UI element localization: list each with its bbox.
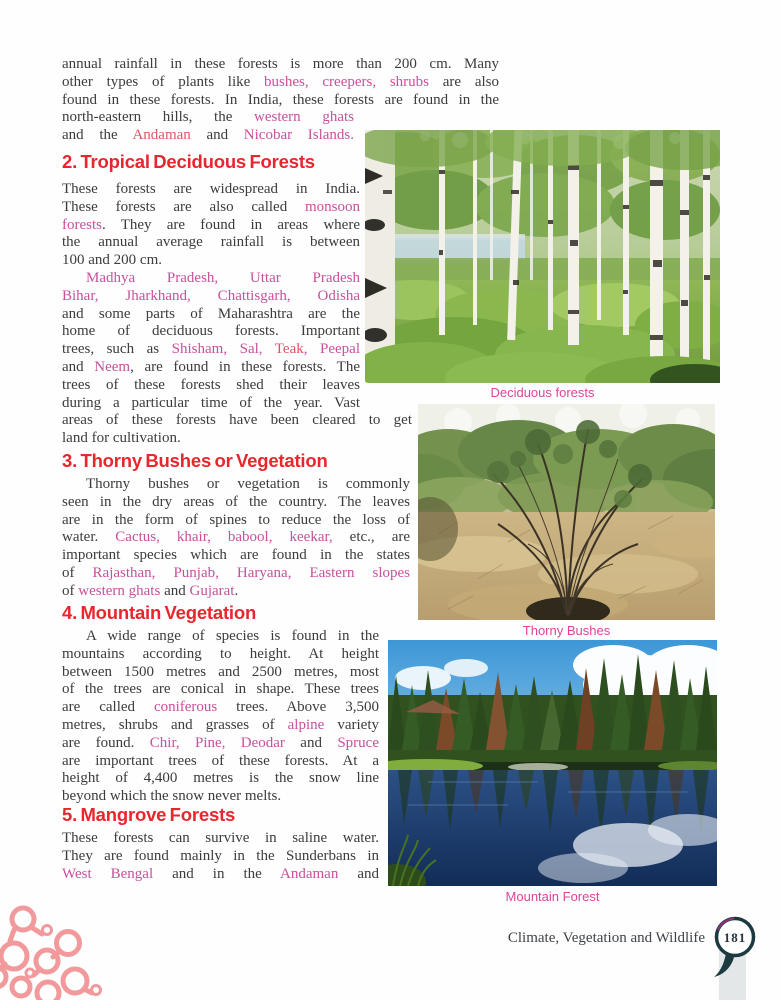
text-line — [62, 628, 379, 646]
mountain-forest-lake-photo — [388, 640, 717, 886]
body-text: are found. — [62, 734, 150, 751]
keyword-highlight: Nicobar Islands. — [243, 127, 354, 144]
body-text: These forests can survive in saline water. — [62, 830, 379, 846]
keyword-highlight: alpine — [287, 716, 325, 733]
body-text: annual rainfall in these forests is more than 200 cm. Many — [62, 56, 499, 72]
keyword-highlight: western ghats — [254, 109, 355, 126]
text-line — [62, 753, 379, 771]
body-text: , are found in these forests. The — [130, 358, 360, 375]
paragraph-thorny — [62, 476, 410, 601]
text-line — [62, 395, 360, 413]
text-line — [62, 430, 360, 448]
body-text: of — [62, 564, 93, 581]
keyword-highlight: Chir, Pine, Deodar — [149, 734, 285, 751]
body-text: seen in the dry areas of the country. The leaves — [62, 493, 410, 510]
text-line — [62, 199, 360, 217]
text-line — [62, 529, 410, 547]
text-line — [62, 56, 499, 74]
text-line — [62, 646, 379, 664]
text-line — [62, 770, 379, 788]
keyword-highlight: Andaman — [280, 865, 339, 882]
text-line — [62, 717, 379, 735]
body-text: and the — [62, 127, 133, 144]
body-text: between 1500 metres and 2500 metres, most — [62, 663, 379, 680]
text-line — [62, 341, 360, 359]
body-text: A wide range of species is found in the — [86, 628, 379, 644]
text-line — [62, 92, 499, 110]
text-line — [62, 512, 410, 530]
body-text: These forests are widespread in India. — [62, 181, 360, 197]
body-text: . — [234, 582, 239, 599]
keyword-highlight: Gujarat — [189, 582, 235, 599]
body-text: important species which are found in the states — [62, 547, 410, 564]
section-heading-mountain-vegetation: 4. Mountain Vegetation — [62, 602, 257, 623]
body-text: other types of plants like — [62, 73, 265, 90]
body-text: . They are found in areas where — [102, 216, 360, 233]
caption-mountain-forest: Mountain Forest — [505, 889, 600, 904]
body-text: are in the form of spines to reduce the loss of — [62, 511, 410, 528]
text-line — [62, 323, 360, 341]
keyword-highlight: forests — [62, 216, 102, 233]
keyword-highlight: West Bengal — [62, 865, 154, 882]
paragraph-deciduous — [62, 181, 412, 448]
body-text: These forests are also called — [62, 198, 305, 215]
body-text: trees, such as — [62, 341, 172, 358]
body-text: home of deciduous forests. Important — [62, 323, 360, 340]
text-line — [62, 109, 354, 127]
body-text: trees of these forests shed their leaves — [62, 376, 360, 393]
body-text: the annual average rainfall is between — [62, 234, 360, 251]
text-line — [62, 848, 379, 866]
text-line — [62, 866, 379, 884]
text-line — [62, 181, 360, 199]
text-line — [62, 735, 379, 753]
keyword-highlight: bushes, creepers, shrubs — [264, 73, 430, 90]
keyword-highlight: Peepal — [320, 341, 360, 358]
section-heading-thorny-bushes: 3. Thorny Bushes or Vegetation — [62, 450, 328, 471]
body-text: and — [160, 582, 190, 599]
body-text: of — [62, 582, 79, 599]
keyword-highlight: Cactus, khair, babool, keekar, — [115, 529, 333, 546]
decorative-circles — [0, 898, 185, 1000]
body-text: etc., are — [332, 529, 411, 546]
body-text: and in the — [153, 865, 280, 882]
body-text: north-eastern hills, the — [62, 109, 255, 126]
text-line — [62, 234, 360, 252]
body-text: and — [62, 358, 95, 375]
body-text: are called — [62, 699, 154, 716]
body-text: Thorny bushes or vegetation is commonly — [86, 476, 410, 492]
text-line — [62, 270, 360, 288]
keyword-highlight: Bihar, Jharkhand, Chattisgarh, Odisha — [62, 287, 360, 304]
page-number: 181 — [723, 930, 747, 945]
deciduous-forest-photo — [365, 130, 720, 383]
text-line — [62, 565, 410, 583]
caption-deciduous-forests: Deciduous forests — [490, 385, 595, 400]
text-line — [62, 664, 379, 682]
text-line — [62, 127, 354, 145]
body-text: 100 and 200 cm. — [62, 252, 162, 269]
text-line — [62, 288, 360, 306]
text-line — [62, 583, 410, 601]
body-text: beyond which the snow never melts. — [62, 788, 282, 805]
body-text: are also — [429, 73, 499, 90]
text-line — [62, 830, 379, 848]
body-text: are important trees of these forests. At a — [62, 752, 379, 769]
body-text: of the trees are conical in shape. These trees — [62, 681, 379, 698]
keyword-highlight: Spruce — [337, 734, 379, 751]
keyword-highlight: Andaman — [132, 127, 191, 144]
paragraph-mountain — [62, 628, 379, 806]
caption-thorny-bushes: Thorny Bushes — [522, 623, 611, 638]
text-line — [62, 547, 410, 565]
body-text: land for cultivation. — [62, 430, 181, 447]
text-line — [62, 217, 360, 235]
body-text: height of 4,400 metres is the snow line — [62, 770, 379, 787]
footer-chapter-title: Climate, Vegetation and Wildlife — [507, 930, 705, 946]
body-text: metres, shrubs and grasses of — [62, 716, 288, 733]
text-line — [62, 74, 499, 92]
text-line — [62, 252, 360, 270]
keyword-highlight: , — [303, 341, 321, 358]
keyword-highlight: Shisham, Sal, — [171, 341, 275, 358]
keyword-highlight: coniferous — [153, 699, 218, 716]
body-text: variety — [324, 716, 379, 733]
text-line — [62, 699, 379, 717]
paragraph-mangrove — [62, 830, 379, 883]
keyword-highlight: Madhya Pradesh, Uttar Pradesh — [86, 269, 360, 286]
keyword-highlight: Rajasthan, Punjab, Haryana, Eastern slopes — [92, 564, 410, 581]
body-text: and — [284, 734, 338, 751]
body-text: and some parts of Maharashtra are the — [62, 305, 360, 322]
section-heading-tropical-deciduous: 2. Tropical Deciduous Forests — [62, 151, 315, 172]
section-heading-mangrove-forests: 5. Mangrove Forests — [62, 804, 236, 825]
body-text: and — [190, 127, 244, 144]
keyword-highlight: monsoon — [304, 198, 360, 215]
text-line — [62, 476, 410, 494]
text-line — [62, 377, 360, 395]
body-text: during a particular time of the year. Vast — [62, 394, 360, 411]
body-text: They are found mainly in the Sunderbans in — [62, 847, 379, 864]
thorny-bushes-photo — [418, 404, 715, 620]
text-line — [62, 306, 360, 324]
page-number-badge — [712, 915, 758, 985]
text-line — [62, 494, 410, 512]
text-line — [62, 412, 412, 430]
body-text: water. — [62, 529, 116, 546]
keyword-highlight: western ghats — [78, 582, 161, 599]
body-text: and — [338, 865, 379, 882]
keyword-highlight: Neem — [94, 358, 131, 375]
body-text: mountains according to height. At height — [62, 645, 379, 662]
text-line — [62, 359, 360, 377]
body-text: trees. Above 3,500 — [217, 699, 379, 716]
text-line — [62, 681, 379, 699]
body-text: found in these forests. In India, these forests are found in the — [62, 91, 499, 108]
keyword-highlight: Teak — [274, 341, 304, 358]
body-text: areas of these forests have been cleared to get — [62, 412, 412, 429]
